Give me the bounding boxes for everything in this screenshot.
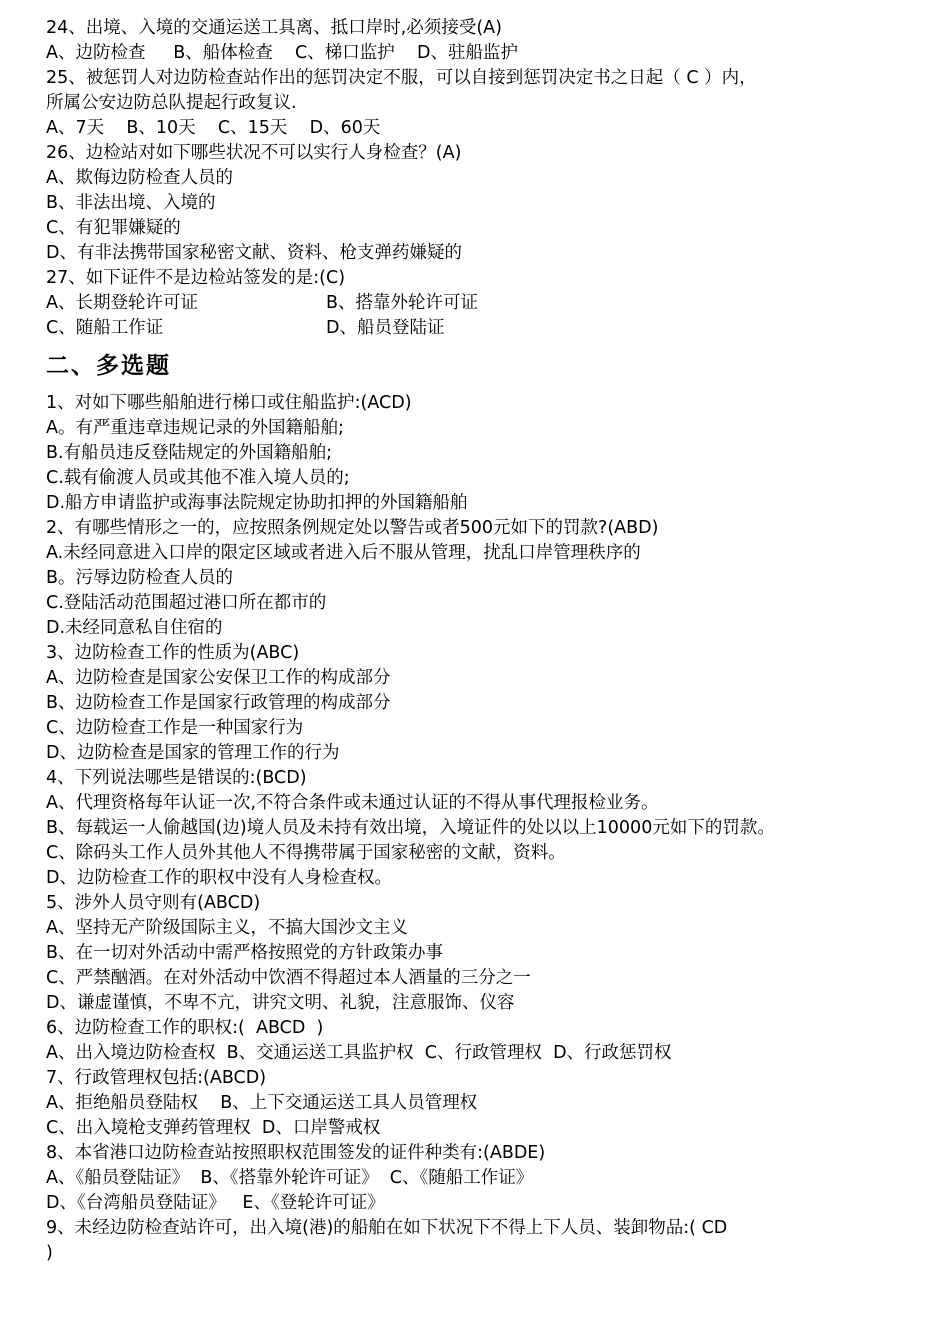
text-line: B。污辱边防检查人员的: [46, 568, 234, 588]
text-line: A、坚持无产阶级国际主义，不搞大国沙文主义: [46, 918, 408, 938]
single-choice-section: [46, 16, 926, 341]
text-line: A、边防检查是国家公安保卫工作的构成部分: [46, 668, 391, 688]
text-line: 25、被惩罚人对边防检查站作出的惩罚决定不服，可以自接到惩罚决定书之日起（ C ）内，: [46, 68, 757, 88]
text-line: 5、涉外人员守则有(ABCD): [46, 893, 261, 913]
text-line: B.有船员违反登陆规定的外国籍船舶;: [46, 443, 332, 463]
q27-option-b: B、搭靠外轮许可证: [326, 293, 479, 313]
text-line: 3、边防检查工作的性质为(ABC): [46, 643, 300, 663]
q27-option-d: D、船员登陆证: [326, 318, 445, 338]
text-line: 6、边防检查工作的职权:( ABCD ): [46, 1018, 324, 1038]
text-line: A、《船员登陆证》 B、《搭靠外轮许可证》 C、《随船工作证》: [46, 1168, 534, 1188]
text-line: A、欺侮边防检查人员的: [46, 168, 233, 188]
text-line: 4、下列说法哪些是错误的:(BCD): [46, 768, 307, 788]
text-line: C.登陆活动范围超过港口所在都市的: [46, 593, 327, 613]
text-line: C、出入境枪支弹药管理权 D、口岸警戒权: [46, 1118, 381, 1138]
q27-option-a: A、长期登轮许可证: [46, 293, 198, 313]
text-line: 8、本省港口边防检查站按照职权范围签发的证件种类有:(ABDE): [46, 1143, 546, 1163]
text-line: B、每载运一人偷越国(边)境人员及未持有效出境，入境证件的处以以上10000元如下的罚款。: [46, 818, 775, 838]
text-line: A、7天 B、10天 C、15天 D、60天: [46, 118, 381, 138]
q27-option-c: C、随船工作证: [46, 318, 164, 338]
text-line: A、出入境边防检查权 B、交通运送工具监护权 C、行政管理权 D、行政惩罚权: [46, 1043, 672, 1063]
text-line: 所属公安边防总队提起行政复议.: [46, 93, 297, 113]
text-line: A、代理资格每年认证一次,不符合条件或未通过认证的不得从事代理报检业务。: [46, 793, 659, 813]
text-line: C、边防检查工作是一种国家行为: [46, 718, 304, 738]
text-line: C、有犯罪嫌疑的: [46, 218, 181, 238]
text-line: 27、如下证件不是边检站签发的是:(C): [46, 268, 346, 288]
text-line: C、除码头工作人员外其他人不得携带属于国家秘密的文献，资料。: [46, 843, 566, 863]
text-line: B、在一切对外活动中需严格按照党的方针政策办事: [46, 943, 444, 963]
text-line: D、谦虚谨慎，不卑不亢，讲究文明、礼貌，注意服饰、仪容: [46, 993, 515, 1013]
text-line: 9、未经边防检查站许可，出入境(港)的船舶在如下状况下不得上下人员、装卸物品:( CD: [46, 1218, 728, 1238]
text-line: D、有非法携带国家秘密文献、资料、枪支弹药嫌疑的: [46, 243, 462, 263]
text-line: A。有严重违章违规记录的外国籍船舶;: [46, 418, 344, 438]
q27-options-row-2: [46, 316, 926, 341]
text-line: D.船方申请监护或海事法院规定协助扣押的外国籍船舶: [46, 493, 468, 513]
text-line: 26、边检站对如下哪些状况不可以实行人身检查？(A): [46, 143, 462, 163]
text-line: D.未经同意私自住宿的: [46, 618, 223, 638]
text-line: D、边防检查工作的职权中没有人身检查权。: [46, 868, 392, 888]
text-line: D、《台湾船员登陆证》 E、《登轮许可证》: [46, 1193, 385, 1213]
text-line: B、非法出境、入境的: [46, 193, 216, 213]
text-line: 7、行政管理权包括:(ABCD): [46, 1068, 267, 1088]
text-line: ): [46, 1243, 53, 1263]
text-line: 1、对如下哪些船舶进行梯口或住船监护:(ACD): [46, 393, 412, 413]
text-line: A、拒绝船员登陆权 B、上下交通运送工具人员管理权: [46, 1093, 478, 1113]
document-page: [46, 16, 926, 1266]
text-line: A.未经同意进入口岸的限定区域或者进入后不服从管理，扰乱口岸管理秩序的: [46, 543, 641, 563]
text-line: A、边防检查 B、船体检查 C、梯口监护 D、驻船监护: [46, 43, 518, 63]
multiple-choice-section: [46, 391, 926, 1266]
q27-options-row-1: [46, 291, 926, 316]
text-line: C.载有偷渡人员或其他不准入境人员的;: [46, 468, 350, 488]
text-line: B、边防检查工作是国家行政管理的构成部分: [46, 693, 391, 713]
text-line: 24、出境、入境的交通运送工具离、抵口岸时,必须接受(A): [46, 18, 502, 38]
section-title: 二、多选题: [46, 353, 171, 379]
text-line: D、边防检查是国家的管理工作的行为: [46, 743, 340, 763]
text-line: C、严禁酗酒。在对外活动中饮酒不得超过本人酒量的三分之一: [46, 968, 531, 988]
text-line: 2、有哪些情形之一的，应按照条例规定处以警告或者500元如下的罚款?(ABD): [46, 518, 659, 538]
